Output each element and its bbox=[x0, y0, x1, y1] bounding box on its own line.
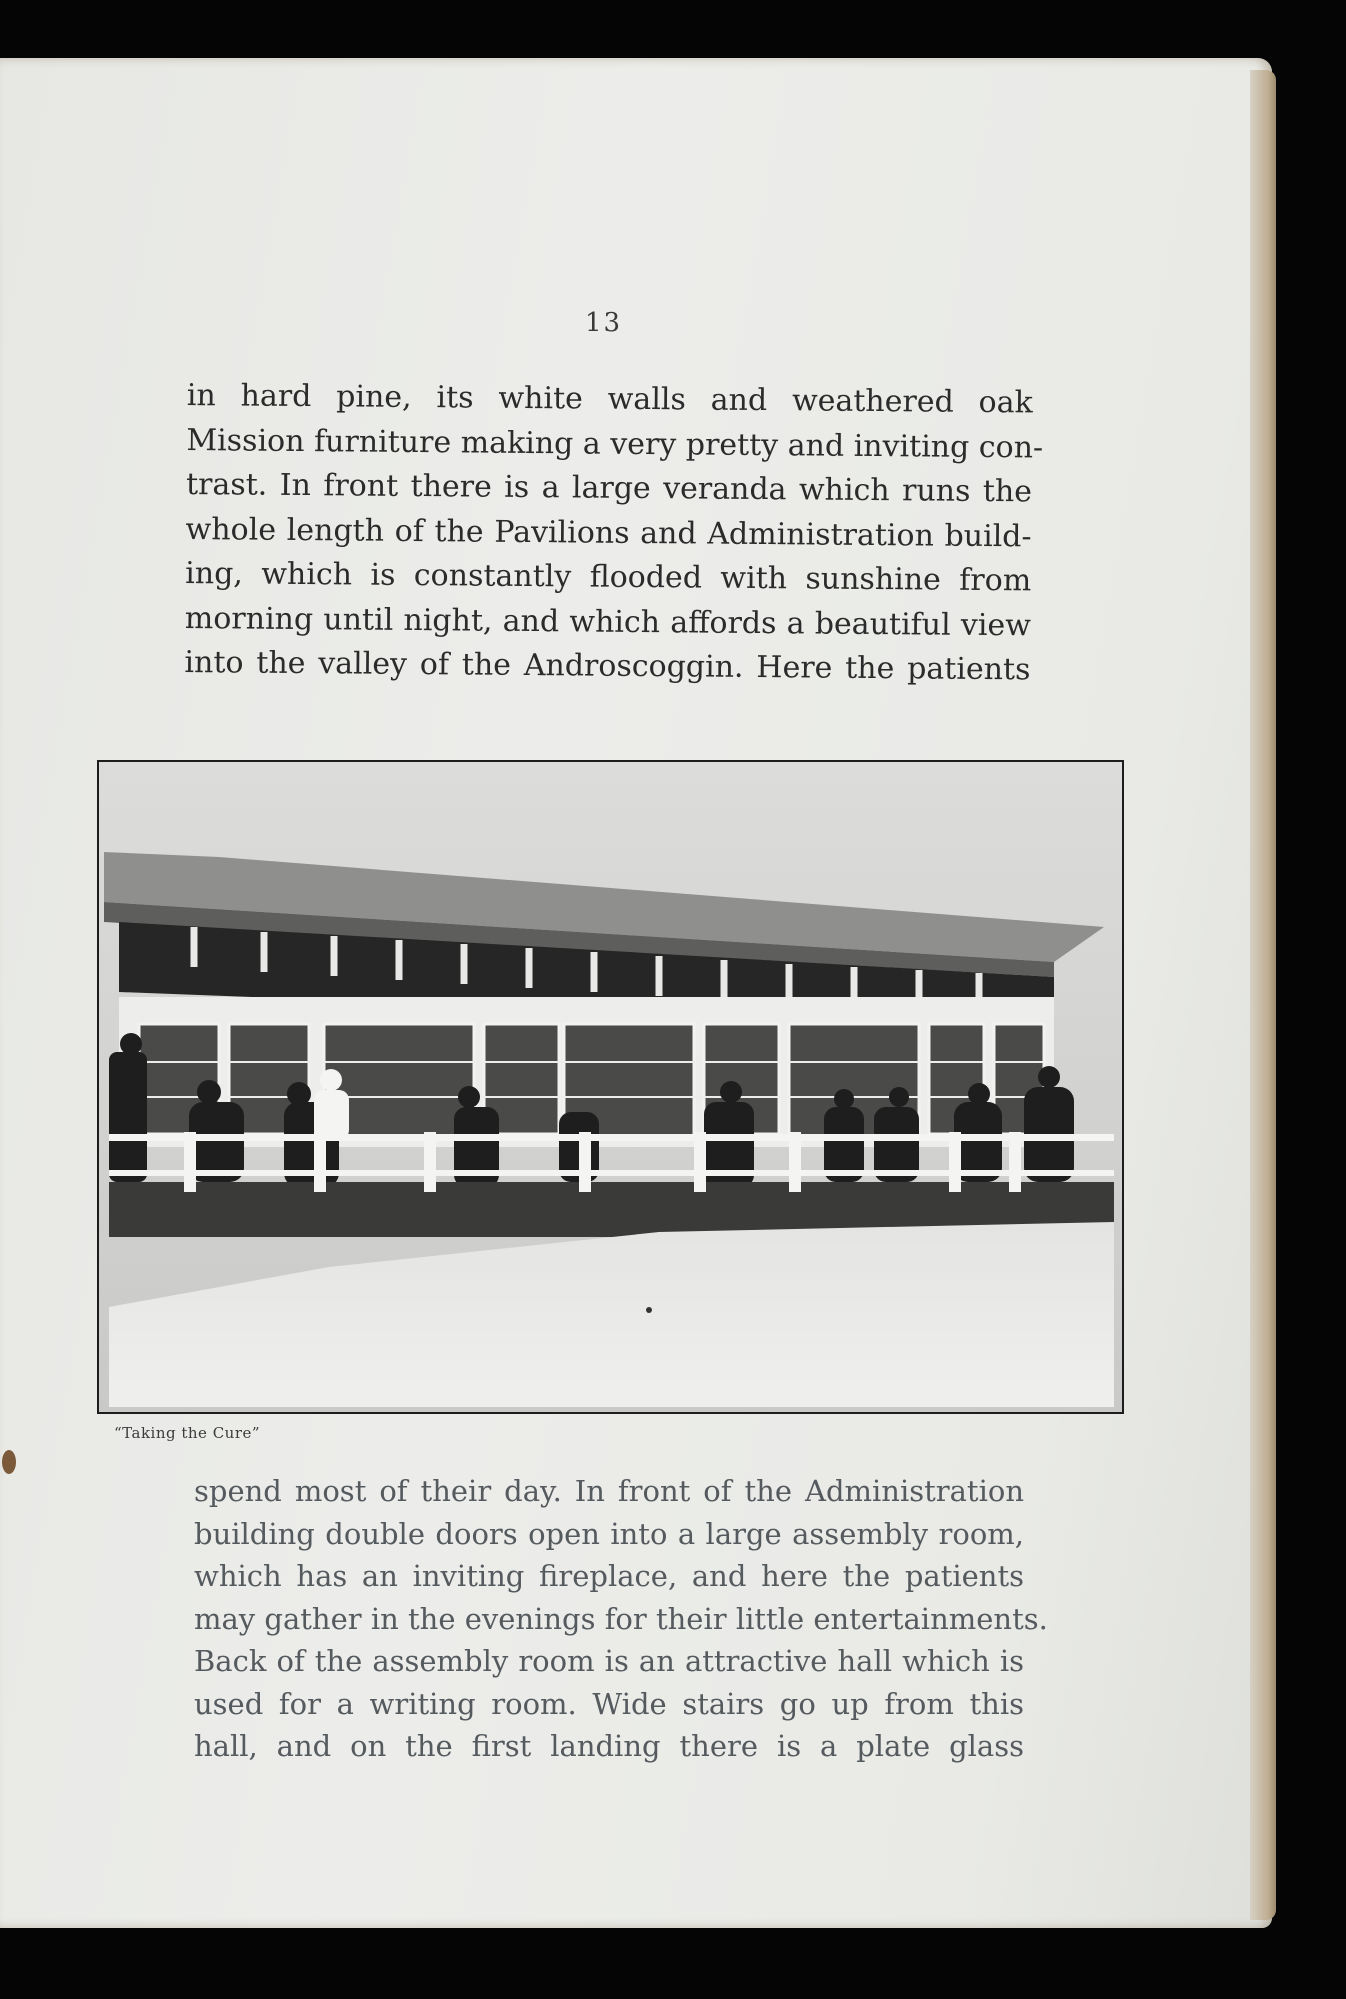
book-page bbox=[0, 58, 1272, 1928]
text-line: building double doors open into a large assembly room, bbox=[194, 1516, 1024, 1551]
text-line: whole length of the Pavilions and Administration build- bbox=[185, 511, 1032, 554]
bottom-paragraph bbox=[194, 1470, 1048, 1768]
text-line: Mission furniture making a very pretty and inviting con- bbox=[186, 422, 1044, 465]
page-number: 13 bbox=[585, 308, 623, 338]
text-line: trast. In front there is a large veranda which runs the bbox=[185, 466, 1033, 510]
text-line: morning until night, and which affords a beautiful view bbox=[184, 600, 1031, 643]
text-line: used for a writing room. Wide stairs go up from this bbox=[194, 1686, 1024, 1721]
text-line: spend most of their day. In front of the Administration bbox=[194, 1474, 1024, 1508]
page-edge bbox=[1250, 70, 1276, 1920]
text-line: into the valley of the Androscoggin. Here the patients bbox=[184, 644, 1031, 688]
text-line: hall, and on the first landing there is a plate glass bbox=[194, 1729, 1024, 1763]
text-line: ing, which is constantly flooded with sunshine from bbox=[185, 555, 1032, 599]
photo-caption: “Taking the Cure” bbox=[114, 1424, 261, 1442]
text-line: Back of the assembly room is an attractive hall which is bbox=[194, 1644, 1024, 1678]
top-paragraph bbox=[184, 374, 1044, 693]
text-line: may gather in the evenings for their little entertainments. bbox=[194, 1601, 1048, 1636]
text-line: in hard pine, its white walls and weathered oak bbox=[186, 377, 1033, 421]
binding-mark bbox=[2, 1450, 16, 1474]
veranda-photo-icon bbox=[99, 762, 1122, 1412]
text-line: which has an inviting fireplace, and here the patients bbox=[194, 1559, 1024, 1593]
veranda-photo bbox=[97, 760, 1124, 1414]
